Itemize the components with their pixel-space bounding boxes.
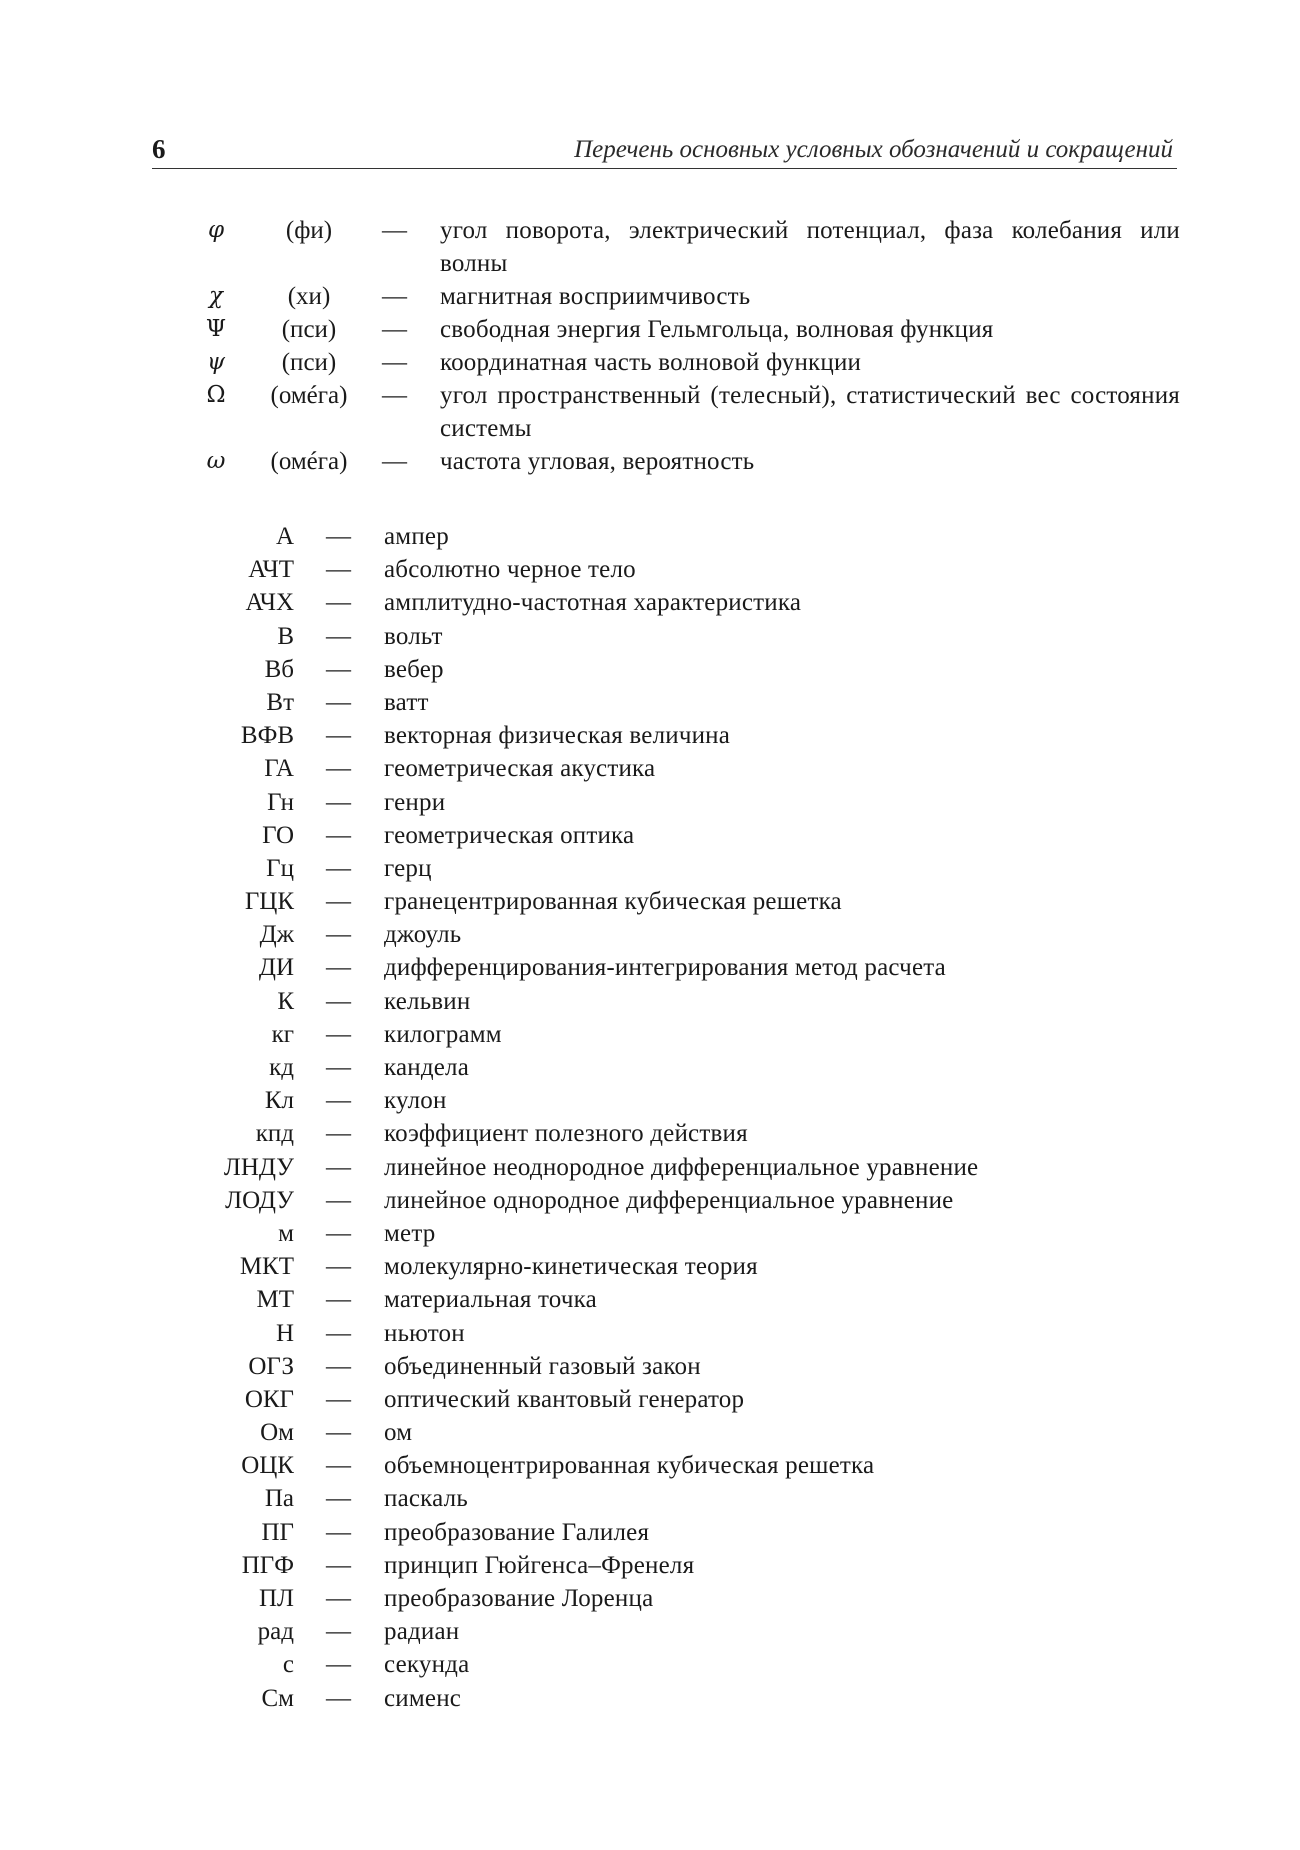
abbreviation-row (0, 653, 1300, 686)
abbreviation-row (0, 1051, 1300, 1084)
dash: — (326, 1253, 351, 1281)
abbreviation: кд (269, 1054, 294, 1081)
abbreviation: с (282, 1651, 294, 1679)
abbreviation-row (0, 1449, 1300, 1482)
dash: — (326, 987, 351, 1015)
abbreviation-row (0, 1217, 1300, 1250)
abbreviation-row (0, 1482, 1300, 1515)
abbreviation: кпд (255, 1120, 294, 1148)
dash: — (326, 1352, 351, 1380)
abbreviation: ОКГ (244, 1385, 294, 1413)
greek-description: координатная часть волновой функции (440, 349, 862, 376)
abbreviation: МТ (256, 1286, 294, 1314)
abbreviation-row (0, 553, 1300, 586)
abbreviation-description: принцип Гюйгенса–Френеля (384, 1551, 695, 1579)
abbreviation-description: ньютон (384, 1319, 465, 1347)
abbreviation-description: вебер (384, 655, 444, 683)
abbreviation: В (277, 622, 294, 650)
greek-name: (омéга) (270, 382, 348, 409)
greek-row-phi (0, 214, 1300, 280)
abbreviation: Дж (259, 921, 294, 949)
greek-symbols-list (0, 214, 1300, 478)
dash: — (326, 954, 351, 982)
dash: — (382, 316, 407, 343)
abbreviation: А (275, 523, 294, 550)
abbreviation-description: геометрическая акустика (384, 755, 656, 783)
abbreviation-description: линейное неоднородное дифференциальное уравнение (384, 1153, 979, 1181)
dash: — (326, 1153, 351, 1181)
dash: — (382, 382, 407, 409)
dash: — (326, 1684, 351, 1712)
abbreviation-description: дифференцирования-интегрирования метод расчета (384, 954, 946, 982)
abbreviation-description: кулон (384, 1087, 447, 1115)
abbreviation-row (0, 985, 1300, 1018)
dash: — (326, 523, 351, 550)
abbreviation-description: объемноцентрированная кубическая решетка (384, 1452, 875, 1480)
abbreviation-description: молекулярно-кинетическая теория (384, 1253, 758, 1281)
abbreviation: ОГЗ (248, 1352, 294, 1380)
abbreviation-description: объединенный газовый закон (384, 1352, 701, 1380)
dash: — (326, 854, 351, 882)
dash: — (326, 1120, 351, 1148)
abbreviation-description: ампер (384, 523, 449, 550)
abbreviation: ГЦК (244, 888, 294, 916)
greek-symbol: φ (207, 217, 225, 243)
abbreviation-description: гранецентрированная кубическая решетка (384, 888, 842, 916)
abbreviation-description: герц (384, 854, 432, 882)
greek-symbol: χ (209, 283, 223, 309)
dash: — (326, 1286, 351, 1314)
abbreviation-row (0, 620, 1300, 653)
abbreviation-row (0, 1350, 1300, 1383)
dash: — (326, 1087, 351, 1115)
dash: — (382, 349, 407, 376)
abbreviation: К (277, 987, 294, 1015)
abbreviation-description: метр (384, 1219, 436, 1247)
abbreviation-row (0, 1615, 1300, 1648)
abbreviation-row (0, 786, 1300, 819)
abbreviation-description: векторная физическая величина (384, 722, 731, 750)
greek-description: частота угловая, вероятность (440, 448, 755, 475)
abbreviation-row (0, 1383, 1300, 1416)
dash: — (326, 1452, 351, 1480)
abbreviation: ГА (264, 755, 294, 783)
abbreviation-row (0, 885, 1300, 918)
abbreviation-description: ом (384, 1419, 413, 1447)
abbreviation: Кл (264, 1087, 294, 1115)
dash: — (326, 921, 351, 949)
abbreviation-row (0, 1682, 1300, 1715)
abbreviation-description: преобразование Галилея (384, 1518, 650, 1546)
greek-description: угол пространственный (телесный), статистический вес состояния системы (440, 382, 1180, 442)
abbreviation-row (0, 1416, 1300, 1449)
dash: — (326, 1219, 351, 1247)
abbreviations-list (0, 520, 1300, 1715)
abbreviation: ЛОДУ (225, 1186, 294, 1214)
dash: — (382, 283, 407, 310)
dash: — (326, 821, 351, 849)
dash: — (326, 1618, 351, 1646)
running-title: Перечень основных условных обозначений и сокращений (574, 136, 1173, 163)
dash: — (326, 755, 351, 783)
dash: — (326, 1651, 351, 1679)
greek-description: магнитная восприимчивость (440, 283, 751, 310)
greek-symbol: ω (206, 448, 226, 474)
abbreviation-description: джоуль (384, 921, 462, 949)
dash: — (326, 556, 351, 584)
page-number: 6 (152, 134, 166, 164)
abbreviation-row (0, 951, 1300, 984)
dash: — (326, 888, 351, 916)
dash: — (326, 722, 351, 750)
abbreviation: рад (257, 1618, 294, 1646)
abbreviation: Ом (260, 1419, 294, 1447)
abbreviation: МКТ (239, 1253, 294, 1281)
abbreviation: Н (275, 1319, 294, 1347)
abbreviation-row (0, 1549, 1300, 1582)
abbreviation-description: генри (384, 788, 446, 816)
abbreviation: Вб (264, 655, 294, 683)
greek-row-psi-lower (0, 346, 1300, 379)
greek-name: (пси) (281, 349, 337, 376)
abbreviation-description: кандела (384, 1054, 470, 1081)
dash: — (326, 1186, 351, 1214)
abbreviation-description: секунда (384, 1651, 470, 1679)
abbreviation-row (0, 918, 1300, 951)
abbreviation-description: килограмм (384, 1020, 502, 1048)
dash: — (382, 448, 407, 475)
dash: — (326, 655, 351, 683)
greek-name: (фи) (285, 217, 333, 244)
abbreviation-description: вольт (384, 622, 443, 650)
abbreviation-row (0, 1648, 1300, 1681)
greek-name: (пси) (281, 316, 337, 343)
abbreviation-row (0, 1018, 1300, 1051)
abbreviation-description: сименс (384, 1684, 462, 1712)
dash: — (326, 1319, 351, 1347)
abbreviation-row (0, 819, 1300, 852)
abbreviation: Гц (266, 854, 294, 882)
abbreviation: АЧТ (248, 556, 294, 584)
greek-description: свободная энергия Гельмгольца, волновая функция (440, 316, 994, 343)
abbreviation-description: радиан (384, 1618, 460, 1646)
abbreviation: ПЛ (258, 1585, 294, 1612)
dash: — (326, 589, 351, 617)
greek-symbol: Ω (206, 382, 226, 408)
abbreviation-row (0, 1283, 1300, 1316)
abbreviation: ПГ (261, 1518, 294, 1546)
abbreviation-description: паскаль (384, 1485, 468, 1513)
abbreviation-description: амплитудно-частотная характеристика (384, 589, 802, 617)
abbreviation-row (0, 1184, 1300, 1217)
abbreviation-description: материальная точка (384, 1286, 597, 1314)
abbreviation-row (0, 520, 1300, 553)
page-header (152, 128, 1177, 169)
abbreviation-row (0, 686, 1300, 719)
abbreviation-row (0, 1084, 1300, 1117)
dash: — (326, 1020, 351, 1048)
abbreviation: м (278, 1219, 294, 1247)
abbreviation-row (0, 852, 1300, 885)
abbreviation: кг (271, 1020, 294, 1048)
abbreviation: Вт (266, 688, 294, 716)
abbreviation-description: линейное однородное дифференциальное уравнение (384, 1186, 954, 1214)
abbreviation: АЧХ (245, 589, 294, 617)
abbreviation-row (0, 586, 1300, 619)
dash: — (326, 1419, 351, 1447)
greek-row-chi (0, 280, 1300, 313)
dash: — (326, 1485, 351, 1513)
abbreviation-row (0, 1582, 1300, 1615)
abbreviation: ДИ (258, 954, 294, 982)
abbreviation-description: кельвин (384, 987, 471, 1015)
abbreviation-description: преобразование Лоренца (384, 1585, 654, 1612)
abbreviation: Гн (267, 788, 294, 816)
dash: — (326, 1054, 351, 1081)
abbreviation: Па (264, 1485, 294, 1513)
abbreviation-row (0, 1317, 1300, 1350)
greek-symbol: ψ (206, 349, 226, 375)
greek-row-omega-lower (0, 445, 1300, 478)
abbreviation-description: абсолютно черное тело (384, 556, 636, 584)
dash: — (326, 688, 351, 716)
dash: — (326, 1551, 351, 1579)
abbreviation-description: оптический квантовый генератор (384, 1385, 745, 1413)
dash: — (326, 788, 351, 816)
abbreviation-description: коэффициент полезного действия (384, 1120, 748, 1148)
abbreviation-row (0, 752, 1300, 785)
abbreviation: ОЦК (241, 1452, 294, 1480)
dash: — (382, 217, 407, 244)
dash: — (326, 1585, 351, 1612)
abbreviation-row (0, 1516, 1300, 1549)
dash: — (326, 622, 351, 650)
abbreviation-row (0, 1250, 1300, 1283)
abbreviation-description: ватт (384, 688, 429, 716)
greek-description: угол поворота, электрический потенциал, фаза колебания или волны (440, 217, 1180, 277)
abbreviation: ПГФ (241, 1551, 294, 1579)
abbreviation-row (0, 1117, 1300, 1150)
greek-row-omega-upper (0, 379, 1300, 445)
abbreviation-row (0, 1151, 1300, 1184)
dash: — (326, 1385, 351, 1413)
greek-name: (омéга) (270, 448, 348, 475)
abbreviation: ЛНДУ (223, 1153, 294, 1181)
abbreviation: См (261, 1684, 294, 1712)
abbreviation-description: геометрическая оптика (384, 821, 635, 849)
greek-symbol: Ψ (205, 316, 227, 342)
abbreviation-row (0, 719, 1300, 752)
dash: — (326, 1518, 351, 1546)
abbreviation: ГО (262, 821, 294, 849)
greek-name: (хи) (287, 283, 331, 310)
greek-row-psi-upper (0, 313, 1300, 346)
abbreviation: ВФВ (240, 722, 294, 750)
